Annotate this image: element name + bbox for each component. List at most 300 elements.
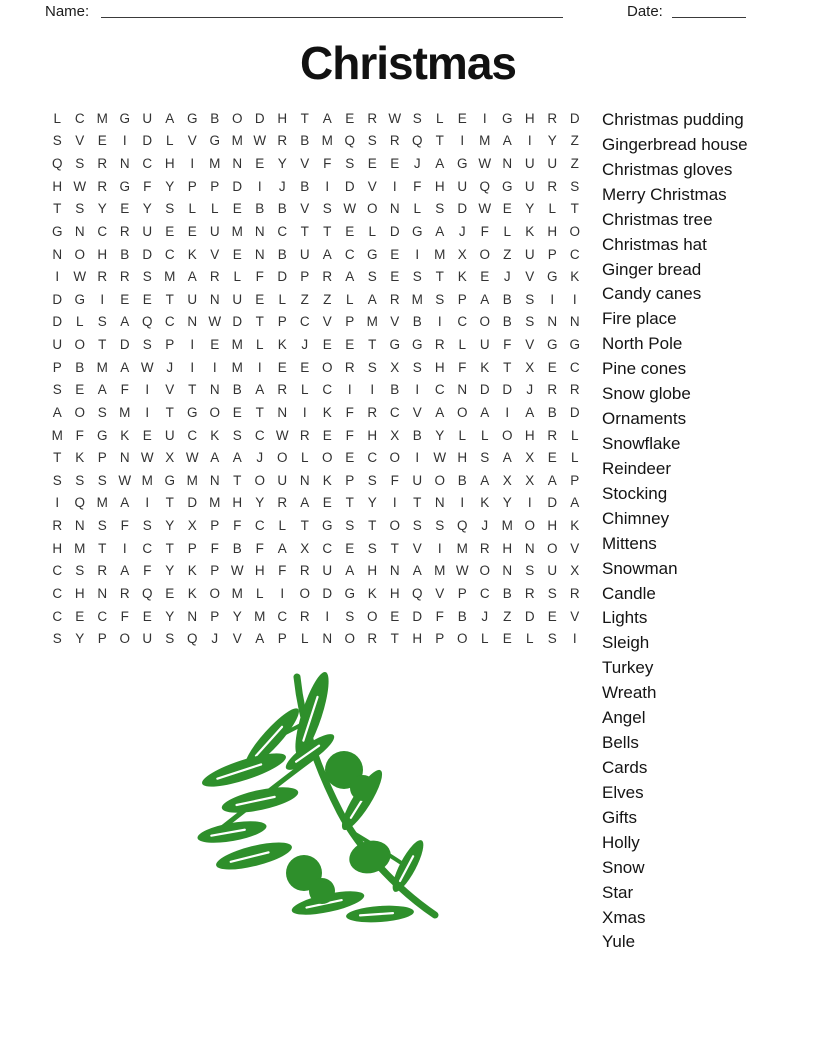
grid-letter[interactable]: S — [412, 518, 422, 534]
grid-letter[interactable]: X — [525, 450, 535, 466]
grid-letter[interactable]: A — [300, 495, 310, 511]
grid-letter[interactable]: I — [527, 133, 532, 149]
grid-letter[interactable]: N — [74, 223, 85, 239]
grid-letter[interactable]: R — [569, 585, 580, 601]
grid-letter[interactable]: F — [345, 427, 354, 443]
grid-letter[interactable]: I — [55, 495, 60, 511]
grid-letter[interactable]: S — [75, 563, 85, 579]
grid-letter[interactable]: D — [412, 608, 423, 624]
grid-letter[interactable]: B — [277, 246, 287, 262]
grid-letter[interactable]: D — [52, 291, 63, 307]
grid-letter[interactable]: V — [412, 540, 422, 556]
grid-letter[interactable]: A — [322, 110, 332, 126]
grid-letter[interactable]: N — [277, 404, 288, 420]
grid-letter[interactable]: C — [344, 246, 355, 262]
grid-letter[interactable]: O — [74, 337, 85, 353]
grid-letter[interactable]: V — [210, 246, 220, 262]
grid-letter[interactable]: K — [525, 223, 535, 239]
grid-letter[interactable]: E — [255, 291, 265, 307]
grid-letter[interactable]: M — [164, 269, 176, 285]
grid-letter[interactable]: B — [412, 314, 422, 330]
grid-letter[interactable]: V — [390, 314, 400, 330]
grid-letter[interactable]: A — [120, 495, 130, 511]
grid-letter[interactable]: O — [389, 518, 400, 534]
grid-letter[interactable]: L — [300, 450, 309, 466]
grid-letter[interactable]: R — [277, 133, 288, 149]
grid-letter[interactable]: E — [232, 246, 242, 262]
grid-letter[interactable]: C — [97, 223, 108, 239]
grid-letter[interactable]: N — [524, 540, 535, 556]
grid-letter[interactable]: I — [392, 495, 397, 511]
grid-letter[interactable]: O — [434, 472, 445, 488]
grid-letter[interactable]: G — [546, 337, 558, 353]
grid-letter[interactable]: H — [524, 427, 535, 443]
grid-letter[interactable]: I — [302, 404, 307, 420]
grid-letter[interactable]: S — [97, 314, 107, 330]
grid-letter[interactable]: Q — [141, 314, 153, 330]
grid-letter[interactable]: I — [415, 246, 420, 262]
grid-letter[interactable]: T — [570, 201, 579, 217]
grid-letter[interactable]: N — [547, 314, 558, 330]
grid-letter[interactable]: U — [142, 631, 153, 647]
grid-letter[interactable]: C — [52, 585, 63, 601]
grid-letter[interactable]: U — [322, 563, 333, 579]
grid-letter[interactable]: F — [143, 563, 152, 579]
grid-letter[interactable]: C — [74, 110, 85, 126]
grid-letter[interactable]: A — [480, 404, 490, 420]
grid-letter[interactable]: D — [119, 337, 130, 353]
grid-letter[interactable]: M — [231, 337, 243, 353]
grid-letter[interactable]: S — [165, 631, 175, 647]
grid-letter[interactable]: G — [51, 223, 63, 239]
grid-letter[interactable]: T — [165, 540, 174, 556]
grid-letter[interactable]: E — [75, 382, 85, 398]
grid-letter[interactable]: Z — [570, 133, 579, 149]
grid-letter[interactable]: N — [254, 246, 265, 262]
grid-letter[interactable]: C — [254, 518, 265, 534]
grid-letter[interactable]: X — [300, 540, 310, 556]
grid-letter[interactable]: H — [52, 540, 63, 556]
grid-letter[interactable]: P — [210, 518, 220, 534]
grid-letter[interactable]: K — [210, 427, 220, 443]
grid-letter[interactable]: C — [164, 314, 175, 330]
grid-letter[interactable]: G — [344, 585, 355, 601]
grid-letter[interactable]: N — [502, 563, 513, 579]
grid-letter[interactable]: N — [434, 495, 445, 511]
grid-letter[interactable]: Y — [367, 495, 377, 511]
grid-letter[interactable]: L — [300, 382, 309, 398]
grid-letter[interactable]: S — [52, 631, 62, 647]
grid-letter[interactable]: V — [570, 608, 580, 624]
grid-letter[interactable]: T — [300, 110, 309, 126]
grid-letter[interactable]: M — [96, 359, 108, 375]
grid-letter[interactable]: A — [435, 223, 445, 239]
grid-letter[interactable]: G — [456, 156, 468, 172]
grid-letter[interactable]: E — [390, 269, 400, 285]
grid-letter[interactable]: S — [75, 472, 85, 488]
grid-letter[interactable]: Q — [141, 585, 153, 601]
grid-letter[interactable]: A — [52, 404, 62, 420]
grid-letter[interactable]: E — [75, 608, 85, 624]
grid-letter[interactable]: T — [53, 201, 62, 217]
grid-letter[interactable]: S — [367, 133, 377, 149]
grid-letter[interactable]: A — [322, 246, 332, 262]
grid-letter[interactable]: D — [524, 608, 535, 624]
grid-letter[interactable]: P — [570, 472, 580, 488]
grid-letter[interactable]: T — [345, 495, 354, 511]
grid-letter[interactable]: I — [325, 178, 330, 194]
grid-letter[interactable]: O — [569, 223, 580, 239]
grid-letter[interactable]: F — [120, 382, 129, 398]
grid-letter[interactable]: I — [460, 495, 465, 511]
grid-letter[interactable]: V — [187, 133, 197, 149]
grid-letter[interactable]: E — [345, 223, 355, 239]
grid-letter[interactable]: H — [502, 540, 513, 556]
grid-letter[interactable]: E — [390, 608, 400, 624]
grid-letter[interactable]: P — [345, 314, 355, 330]
grid-letter[interactable]: R — [52, 518, 63, 534]
grid-letter[interactable]: Y — [255, 495, 265, 511]
grid-letter[interactable]: I — [392, 178, 397, 194]
grid-letter[interactable]: Y — [75, 631, 85, 647]
grid-letter[interactable]: S — [525, 291, 535, 307]
grid-letter[interactable]: W — [140, 450, 154, 466]
grid-letter[interactable]: L — [345, 291, 354, 307]
grid-letter[interactable]: P — [547, 246, 557, 262]
grid-letter[interactable]: U — [187, 291, 198, 307]
grid-letter[interactable]: I — [347, 382, 352, 398]
grid-letter[interactable]: S — [367, 540, 377, 556]
grid-letter[interactable]: X — [165, 450, 175, 466]
grid-letter[interactable]: H — [457, 450, 468, 466]
grid-letter[interactable]: U — [479, 337, 490, 353]
grid-letter[interactable]: R — [209, 269, 220, 285]
grid-letter[interactable]: U — [547, 563, 558, 579]
grid-letter[interactable]: C — [569, 246, 580, 262]
grid-letter[interactable]: O — [321, 450, 333, 466]
grid-letter[interactable]: E — [457, 110, 467, 126]
grid-letter[interactable]: E — [345, 540, 355, 556]
grid-letter[interactable]: P — [300, 269, 310, 285]
grid-letter[interactable]: S — [232, 427, 242, 443]
grid-letter[interactable]: W — [478, 156, 492, 172]
grid-letter[interactable]: G — [164, 472, 175, 488]
grid-letter[interactable]: N — [119, 450, 130, 466]
grid-letter[interactable]: G — [321, 518, 333, 534]
grid-letter[interactable]: Y — [232, 608, 242, 624]
grid-letter[interactable]: C — [389, 404, 400, 420]
grid-letter[interactable]: B — [502, 585, 512, 601]
grid-letter[interactable]: V — [300, 156, 310, 172]
grid-letter[interactable]: O — [479, 246, 490, 262]
grid-letter[interactable]: J — [256, 450, 264, 466]
grid-letter[interactable]: S — [525, 563, 535, 579]
grid-letter[interactable]: K — [367, 585, 377, 601]
grid-letter[interactable]: R — [277, 495, 288, 511]
grid-letter[interactable]: L — [480, 631, 489, 647]
grid-letter[interactable]: T — [390, 540, 399, 556]
grid-letter[interactable]: P — [457, 585, 467, 601]
grid-letter[interactable]: A — [367, 291, 377, 307]
grid-letter[interactable]: L — [210, 201, 219, 217]
grid-letter[interactable]: F — [503, 337, 512, 353]
grid-letter[interactable]: M — [119, 404, 131, 420]
grid-letter[interactable]: S — [525, 314, 535, 330]
grid-letter[interactable]: U — [524, 246, 535, 262]
grid-letter[interactable]: M — [456, 540, 468, 556]
grid-letter[interactable]: E — [165, 223, 175, 239]
grid-letter[interactable]: W — [388, 110, 402, 126]
grid-letter[interactable]: E — [232, 404, 242, 420]
grid-letter[interactable]: H — [52, 178, 63, 194]
grid-letter[interactable]: A — [480, 472, 490, 488]
grid-letter[interactable]: Q — [344, 133, 355, 149]
grid-letter[interactable]: Z — [503, 608, 512, 624]
grid-letter[interactable]: R — [524, 585, 535, 601]
grid-letter[interactable]: E — [277, 359, 287, 375]
grid-letter[interactable]: S — [435, 291, 445, 307]
grid-letter[interactable]: V — [232, 631, 242, 647]
grid-letter[interactable]: X — [457, 246, 467, 262]
grid-letter[interactable]: M — [186, 472, 198, 488]
grid-letter[interactable]: B — [232, 382, 242, 398]
grid-letter[interactable]: G — [186, 110, 198, 126]
grid-letter[interactable]: J — [211, 631, 219, 647]
grid-letter[interactable]: M — [209, 156, 221, 172]
grid-letter[interactable]: T — [255, 404, 264, 420]
grid-letter[interactable]: T — [413, 495, 422, 511]
grid-letter[interactable]: U — [412, 472, 423, 488]
grid-letter[interactable]: N — [97, 585, 108, 601]
grid-letter[interactable]: D — [322, 585, 333, 601]
grid-letter[interactable]: M — [209, 495, 221, 511]
grid-letter[interactable]: H — [434, 178, 445, 194]
grid-letter[interactable]: Y — [97, 201, 107, 217]
grid-letter[interactable]: H — [277, 110, 288, 126]
grid-letter[interactable]: D — [232, 178, 243, 194]
grid-letter[interactable]: X — [390, 427, 400, 443]
grid-letter[interactable]: F — [120, 518, 129, 534]
grid-letter[interactable]: Y — [435, 427, 445, 443]
grid-letter[interactable]: F — [413, 178, 422, 194]
grid-letter[interactable]: U — [277, 472, 288, 488]
grid-letter[interactable]: Y — [525, 201, 535, 217]
grid-letter[interactable]: E — [322, 337, 332, 353]
grid-letter[interactable]: A — [345, 563, 355, 579]
grid-letter[interactable]: M — [434, 563, 446, 579]
grid-letter[interactable]: A — [187, 269, 197, 285]
grid-letter[interactable]: J — [301, 337, 309, 353]
grid-letter[interactable]: I — [505, 404, 510, 420]
grid-letter[interactable]: U — [524, 156, 535, 172]
grid-letter[interactable]: G — [186, 404, 198, 420]
grid-letter[interactable]: G — [569, 337, 580, 353]
grid-letter[interactable]: H — [434, 359, 445, 375]
grid-letter[interactable]: J — [278, 178, 286, 194]
grid-letter[interactable]: I — [437, 540, 442, 556]
grid-letter[interactable]: Y — [165, 178, 175, 194]
grid-letter[interactable]: S — [322, 201, 332, 217]
grid-letter[interactable]: Z — [570, 156, 579, 172]
grid-letter[interactable]: A — [412, 563, 422, 579]
grid-letter[interactable]: J — [481, 608, 489, 624]
grid-letter[interactable]: R — [367, 404, 378, 420]
grid-letter[interactable]: Q — [411, 133, 423, 149]
grid-letter[interactable]: I — [257, 359, 262, 375]
grid-letter[interactable]: B — [502, 314, 512, 330]
grid-letter[interactable]: O — [479, 563, 490, 579]
grid-letter[interactable]: B — [210, 110, 220, 126]
grid-letter[interactable]: P — [277, 631, 287, 647]
grid-letter[interactable]: O — [209, 585, 220, 601]
grid-letter[interactable]: K — [570, 518, 580, 534]
grid-letter[interactable]: D — [389, 223, 400, 239]
grid-letter[interactable]: I — [145, 382, 150, 398]
grid-letter[interactable]: Q — [456, 518, 468, 534]
grid-letter[interactable]: O — [276, 450, 288, 466]
grid-letter[interactable]: O — [321, 359, 333, 375]
grid-letter[interactable]: L — [165, 133, 174, 149]
grid-letter[interactable]: H — [164, 156, 175, 172]
grid-letter[interactable]: T — [255, 314, 264, 330]
grid-letter[interactable]: L — [548, 201, 556, 217]
grid-letter[interactable]: G — [389, 337, 400, 353]
grid-letter[interactable]: D — [479, 382, 490, 398]
grid-letter[interactable]: U — [209, 223, 220, 239]
grid-letter[interactable]: B — [300, 178, 310, 194]
grid-letter[interactable]: C — [97, 608, 108, 624]
grid-letter[interactable]: G — [546, 269, 558, 285]
grid-letter[interactable]: D — [142, 133, 153, 149]
grid-letter[interactable]: J — [166, 359, 174, 375]
grid-letter[interactable]: C — [569, 359, 580, 375]
grid-letter[interactable]: D — [344, 178, 355, 194]
grid-letter[interactable]: B — [547, 404, 557, 420]
grid-letter[interactable]: T — [390, 631, 399, 647]
grid-letter[interactable]: A — [502, 450, 512, 466]
grid-letter[interactable]: L — [413, 201, 421, 217]
grid-letter[interactable]: E — [300, 359, 310, 375]
grid-letter[interactable]: G — [411, 337, 423, 353]
grid-letter[interactable]: B — [120, 246, 130, 262]
grid-letter[interactable]: X — [187, 518, 197, 534]
grid-letter[interactable]: X — [502, 472, 512, 488]
grid-letter[interactable]: R — [434, 337, 445, 353]
grid-letter[interactable]: R — [344, 359, 355, 375]
grid-letter[interactable]: M — [411, 291, 423, 307]
grid-letter[interactable]: D — [52, 314, 63, 330]
grid-letter[interactable]: B — [75, 359, 85, 375]
grid-letter[interactable]: L — [53, 110, 61, 126]
grid-letter[interactable]: O — [546, 540, 558, 556]
grid-letter[interactable]: Z — [323, 291, 332, 307]
grid-letter[interactable]: L — [570, 450, 579, 466]
grid-letter[interactable]: O — [299, 585, 310, 601]
grid-letter[interactable]: L — [255, 337, 264, 353]
grid-letter[interactable]: R — [119, 585, 130, 601]
grid-letter[interactable]: T — [435, 269, 444, 285]
grid-letter[interactable]: B — [232, 540, 242, 556]
grid-letter[interactable]: V — [75, 133, 85, 149]
grid-letter[interactable]: A — [120, 314, 130, 330]
grid-letter[interactable]: M — [434, 246, 446, 262]
grid-letter[interactable]: L — [278, 518, 286, 534]
grid-letter[interactable]: R — [547, 382, 558, 398]
grid-letter[interactable]: I — [460, 133, 465, 149]
grid-letter[interactable]: P — [210, 178, 220, 194]
grid-letter[interactable]: M — [366, 314, 378, 330]
grid-letter[interactable]: D — [254, 110, 265, 126]
grid-letter[interactable]: O — [524, 518, 535, 534]
grid-letter[interactable]: D — [232, 314, 243, 330]
grid-letter[interactable]: Y — [547, 133, 557, 149]
grid-letter[interactable]: P — [97, 631, 107, 647]
grid-letter[interactable]: F — [480, 223, 489, 239]
grid-letter[interactable]: P — [345, 472, 355, 488]
grid-letter[interactable]: W — [73, 269, 87, 285]
grid-letter[interactable]: I — [572, 291, 577, 307]
grid-letter[interactable]: P — [435, 631, 445, 647]
grid-letter[interactable]: E — [120, 291, 130, 307]
grid-letter[interactable]: P — [210, 563, 220, 579]
grid-letter[interactable]: M — [321, 133, 333, 149]
grid-letter[interactable]: T — [435, 133, 444, 149]
grid-letter[interactable]: T — [53, 450, 62, 466]
grid-letter[interactable]: M — [231, 359, 243, 375]
grid-letter[interactable]: E — [345, 450, 355, 466]
grid-letter[interactable]: Q — [51, 156, 63, 172]
grid-letter[interactable]: T — [188, 382, 197, 398]
grid-letter[interactable]: N — [299, 472, 310, 488]
grid-letter[interactable]: R — [97, 269, 108, 285]
grid-letter[interactable]: E — [345, 110, 355, 126]
grid-letter[interactable]: S — [345, 608, 355, 624]
grid-letter[interactable]: R — [119, 223, 130, 239]
grid-letter[interactable]: L — [458, 427, 466, 443]
grid-letter[interactable]: O — [74, 246, 85, 262]
grid-letter[interactable]: O — [366, 201, 378, 217]
grid-letter[interactable]: U — [457, 178, 468, 194]
grid-letter[interactable]: S — [97, 518, 107, 534]
grid-letter[interactable]: N — [52, 246, 63, 262]
grid-letter[interactable]: R — [97, 156, 108, 172]
grid-letter[interactable]: Y — [502, 495, 512, 511]
grid-letter[interactable]: K — [187, 246, 197, 262]
grid-letter[interactable]: P — [457, 291, 467, 307]
grid-letter[interactable]: O — [366, 608, 378, 624]
grid-letter[interactable]: H — [367, 563, 378, 579]
grid-letter[interactable]: S — [367, 269, 377, 285]
grid-letter[interactable]: Y — [165, 608, 175, 624]
grid-letter[interactable]: L — [75, 314, 84, 330]
grid-letter[interactable]: L — [525, 631, 534, 647]
wordsearch-grid[interactable] — [46, 107, 586, 650]
grid-letter[interactable]: F — [458, 359, 467, 375]
grid-letter[interactable]: C — [457, 314, 468, 330]
grid-letter[interactable]: M — [231, 585, 243, 601]
grid-letter[interactable]: E — [165, 585, 175, 601]
grid-letter[interactable]: S — [75, 156, 85, 172]
grid-letter[interactable]: N — [232, 156, 243, 172]
grid-letter[interactable]: U — [524, 178, 535, 194]
grid-letter[interactable]: S — [142, 337, 152, 353]
grid-letter[interactable]: E — [142, 427, 152, 443]
grid-letter[interactable]: U — [52, 337, 63, 353]
grid-letter[interactable]: T — [165, 495, 174, 511]
grid-letter[interactable]: T — [323, 223, 332, 239]
grid-letter[interactable]: R — [299, 427, 310, 443]
grid-letter[interactable]: H — [254, 563, 265, 579]
